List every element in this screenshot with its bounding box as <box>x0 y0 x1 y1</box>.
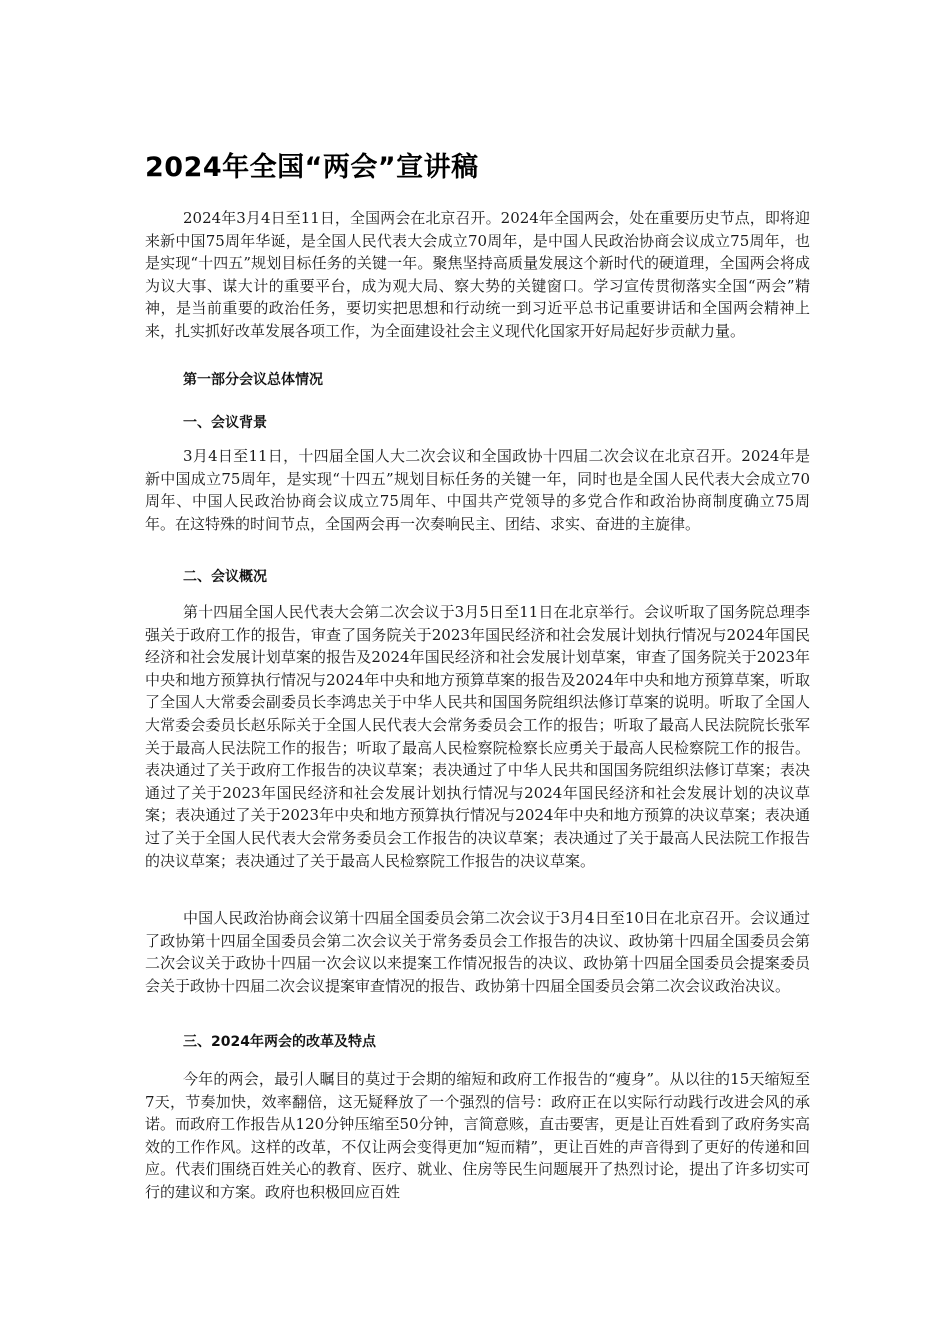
section-overview-heading: 二、会议概况 <box>183 569 267 585</box>
section-reform-paragraph: 今年的两会，最引人瞩目的莫过于会期的缩短和政府工作报告的“瘦身”。从以往的15天缩短至7天，节奏加快，效率翻倍，这无疑释放了一个强烈的信号：政府正在以实际行动践行改进会风的承诺。而政府工作报告从120分钟压缩至50分钟，言简意赅，直击要害，更是让百姓看到了政府务实高效的工作作风。这样的改革，不仅让两会变得更加“短而精”，更让百姓的声音得到了更好的传递和回应。代表们围绕百姓关心的教育、医疗、就业、住房等民生问题展开了热烈讨论，提出了许多切实可行的建议和方案。政府也积极回应百姓 <box>145 1070 810 1201</box>
section-background-heading: 一、会议背景 <box>183 415 267 431</box>
section-background-paragraph: 3月4日至11日，十四届全国人大二次会议和全国政协十四届二次会议在北京召开。2024年是新中国成立75周年，是实现“十四五”规划目标任务的关键一年，同时也是全国人民代表大会成立70周年、中国人民政治协商会议成立75周年、中国共产党领导的多党合作和政治协商制度确立75周年。在这特殊的时间节点，全国两会再一次奏响民主、团结、求实、奋进的主旋律。 <box>145 447 810 533</box>
section-overview-paragraph-npc: 第十四届全国人民代表大会第二次会议于3月5日至11日在北京举行。会议听取了国务院总理李强关于政府工作的报告，审查了国务院关于2023年国民经济和社会发展计划执行情况与2024年国民经济和社会发展计划草案的报告及2024年国民经济和社会发展计划草案，审查了国务院关于2023年中央和地方预算执行情况与2024年中央和地方预算草案的报告及2024年中央和地方预算草案，听取了全国人大常委会副委员长李鸿忠关于中华人民共和国国务院组织法修订草案的说明。听取了全国人大常委会委员长赵乐际关于全国人民代表大会常务委员会工作的报告；听取了最高人民法院院长张军关于最高人民法院工作的报告；听取了最高人民检察院检察长应勇关于最高人民检察院工作的报告。表决通过了关于政府工作报告的决议草案；表决通过了中华人民共和国国务院组织法修订草案；表决通过了关于2023年国民经济和社会发展计划执行情况与2024年国民经济和社会发展计划的决议草案；表决通过了关于2023年中央和地方预算执行情况与2024年中央和地方预算的决议草案；表决通过了关于全国人民代表大会常务委员会工作报告的决议草案；表决通过了关于最高人民法院工作报告的决议草案；表决通过了关于最高人民检察院工作报告的决议草案。 <box>145 603 810 870</box>
intro-paragraph: 2024年3月4日至11日，全国两会在北京召开。2024年全国两会，处在重要历史节点，即将迎来新中国75周年华诞，是全国人民代表大会成立70周年，是中国人民政治协商会议成立75周年，也是实现“十四五”规划目标任务的关键一年。聚焦坚持高质量发展这个新时代的硬道理，全国两会将成为议大事、谋大计的重要平台，成为观大局、察大势的关键窗口。学习宣传贯彻落实全国“两会”精神，是当前重要的政治任务，要切实把思想和行动统一到习近平总书记重要讲话和全国两会精神上来，扎实抓好改革发展各项工作，为全面建设社会主义现代化国家开好局起好步贡献力量。 <box>145 209 810 340</box>
section-reform-heading: 三、2024年两会的改革及特点 <box>183 1034 376 1050</box>
section-overview-paragraph-cppcc: 中国人民政治协商会议第十四届全国委员会第二次会议于3月4日至10日在北京召开。会议通过了政协第十四届全国委员会第二次会议关于常务委员会工作报告的决议、政协第十四届全国委员会第二次会议关于政协十四届一次会议以来提案工作情况报告的决议、政协第十四届全国委员会提案委员会关于政协十四届二次会议提案审查情况的报告、政协第十四届全国委员会第二次会议政治决议。 <box>145 909 810 995</box>
document-title: 2024年全国“两会”宣讲稿 <box>145 152 479 183</box>
part1-heading: 第一部分会议总体情况 <box>183 372 323 388</box>
